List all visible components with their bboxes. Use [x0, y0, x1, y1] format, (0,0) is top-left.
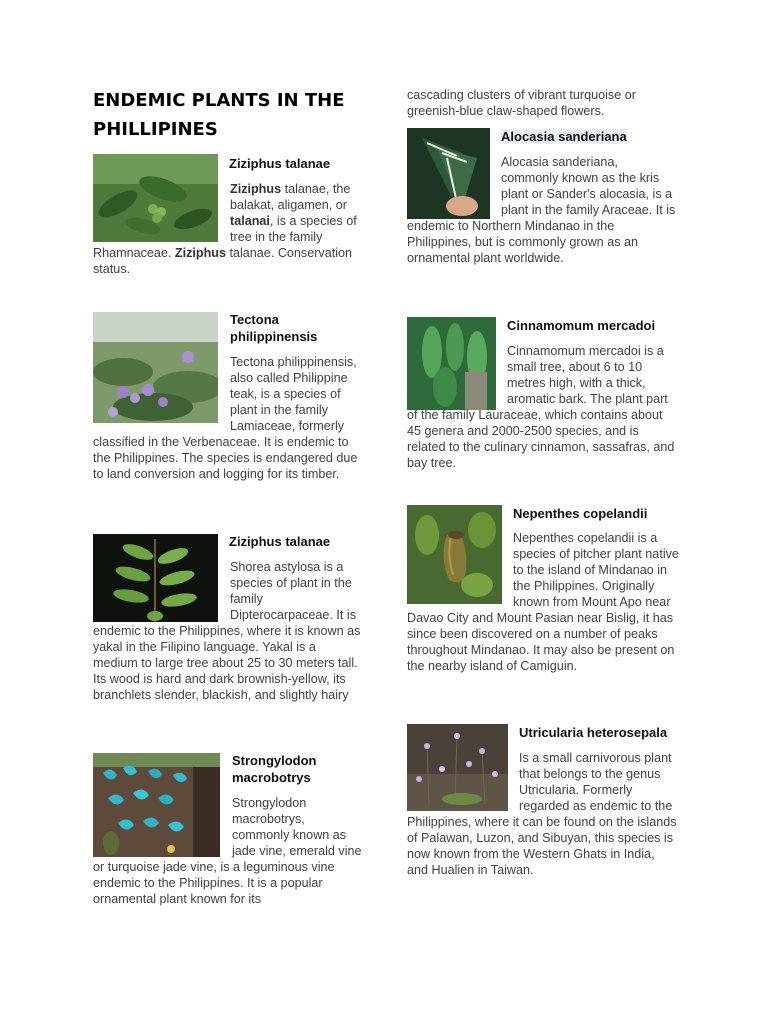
entry-body	[93, 181, 363, 277]
page-title: ENDEMIC PLANTS IN THE PHILLIPINES	[93, 90, 345, 140]
entry-body	[93, 795, 363, 907]
text-wrap-spacer	[407, 750, 519, 813]
entry-body	[407, 154, 677, 266]
text-wrap-spacer	[407, 530, 513, 609]
body-text: Nepenthes copelandii is a species of pitcher plant native to the island of Mindanao in the Philippines. Originally known from Mount Apo near Davao City and Mount Pasian near Bislig, it has since been discovered on a number of peaks throughout Mindanao. It may also be present on the nearby island of Camiguin.	[407, 531, 679, 673]
entry-title: Tectona philippinensis	[230, 312, 318, 344]
entry-body	[407, 343, 679, 471]
body-text: Strongylodon macrobotrys, commonly known as jade vine, emerald vine or turquoise jade vine, is a leguminous vine endemic to the Philippines. It is a popular ornamental plant known for its	[93, 796, 362, 906]
text-wrap-spacer	[407, 154, 501, 217]
entry-title: Ziziphus talanae	[229, 156, 331, 171]
continuation-text: cascading clusters of vibrant turquoise or greenish-blue claw-shaped flowers.	[407, 88, 636, 118]
body-text: Alocasia sanderiana, commonly known as the kris plant or Sander's alocasia, is a plant in the family Araceae. It is endemic to Northern Mindanao in the Philippines, but is commonly grown as an ornamental plant worldwide.	[407, 155, 676, 265]
entry-title: Strongylodon macrobotrys	[232, 753, 317, 785]
text-wrap-spacer	[93, 795, 232, 859]
text-segment: talanae. Conservation status.	[93, 246, 353, 276]
body-text: Cinnamomum mercadoi is a small tree, about 6 to 10 metres high, with a thick, aromatic bark. The plant part of the family Lauraceae, which contains about 45 genera and 2000-2500 species, and is related to the culinary cinnamon, sassafras, and bay tree.	[407, 344, 675, 470]
bold-term: Ziziphus	[230, 182, 282, 196]
entry-title: Cinnamomum mercadoi	[507, 318, 656, 333]
text-segment: , is a species of tree in the family Rhamnaceae.	[93, 214, 357, 260]
entry-title	[501, 128, 661, 145]
body-text: Is a small carnivorous plant that belongs to the genus Utricularia. Formerly regarded as endemic to the Philippines, where it can be found on the islands of Palawan, Luzon, and Sibuyan, this species is now known from the Western Ghats in India, and Hualien in Taiwan.	[407, 751, 677, 877]
text-segment: talanae, the balakat, aligamen, or	[230, 182, 351, 212]
entry-body	[93, 354, 363, 482]
bold-term: Ziziphus	[174, 246, 226, 260]
entry-body	[407, 530, 679, 674]
text-wrap-spacer	[93, 559, 230, 622]
body-text: Tectona philippinensis, also called Philippine teak, is a species of plant in the family Lamiaceae, formerly classified in the Verbenaceae. It is endemic to the Philippines. The species is endangered due to land conversion and logging for its timber.	[93, 355, 358, 481]
entry-body	[407, 750, 679, 878]
body-text: Shorea astylosa is a species of plant in the family Dipterocarpaceae. It is endemic to the Philippines, where it is known as yakal in the Filipino language. Yakal is a medium to large tree about 25 to 30 meters tall. Its wood is hard and dark brownish-yellow, its branchlets slender, blackish, and slightly hairy	[93, 560, 361, 702]
text-wrap-spacer	[407, 343, 507, 406]
bold-term: talanai	[230, 214, 270, 228]
highlighted-title: Alocasia sanderiana	[501, 129, 627, 144]
entry-title: Utricularia heterosepala	[519, 725, 668, 740]
entry-body	[93, 559, 363, 703]
entry-title: Ziziphus talanae	[229, 534, 331, 549]
text-wrap-spacer	[93, 354, 230, 434]
text-wrap-spacer	[93, 181, 230, 244]
entry-title: Nepenthes copelandii	[513, 506, 648, 521]
